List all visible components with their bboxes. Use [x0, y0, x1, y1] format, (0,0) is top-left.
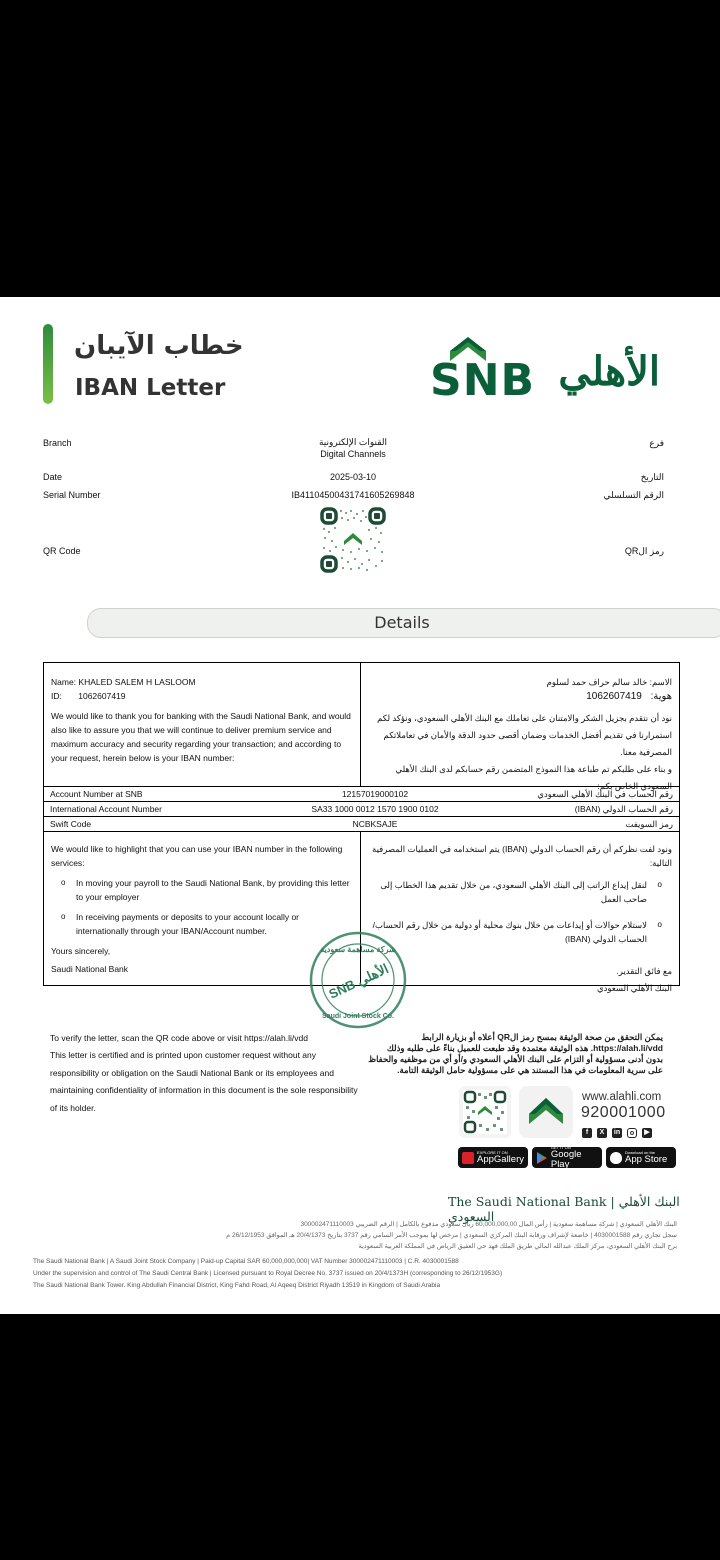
branch-value-en: Digital Channels [320, 449, 386, 459]
alahli-app-icon[interactable] [519, 1086, 573, 1138]
iban-row [44, 802, 679, 817]
website-link[interactable]: www.alahli.com [582, 1091, 662, 1103]
google-play-icon [536, 1152, 548, 1164]
intro-row [44, 663, 679, 791]
snb-logo [430, 337, 670, 406]
badge-label: AppGallery [477, 1153, 524, 1165]
services-intro-en: We would like to highlight that you can use your IBAN number in the following services: [51, 844, 343, 869]
swift-label: Swift Code [50, 819, 92, 829]
badge-small: EXPLORE IT ON [477, 1149, 508, 1155]
serial-value: IB411045004317416052​69848 [291, 490, 415, 500]
swift-value[interactable]: NCBKSAJE [352, 819, 398, 829]
service-item-ar: o لاستلام حوالات أو إيداعات من خلال بنوك محلية أو دولية من خلال رقم الحساب/الحساب الدولي (IBAN) [368, 918, 662, 946]
badge-small: GET IT ON [550, 1145, 571, 1150]
intro-ar-text-2: و بناء على طلبكم تم طباعة هذا النموذج المتضمن رقم حسابكم لدى البنك الأهلي السعودي الخاص بكم: [395, 763, 672, 791]
app-store-badge[interactable] [606, 1147, 676, 1168]
customer-id-en [51, 689, 353, 703]
badge-small: Download on the [625, 1149, 656, 1155]
service-item: o In receiving payments or deposits to your account locally or internationally through your IBAN/Account number. [61, 910, 353, 938]
services-list-en [61, 876, 353, 938]
app-store-badges [458, 1147, 676, 1168]
swift-row [44, 817, 679, 832]
date-label-ar: التاريخ [640, 472, 664, 482]
stamp-top-text: شركة مساهمة سعودية [320, 945, 396, 954]
customer-name-ar: الاسم: خالد سالم حراف حمد لسلوم [546, 677, 672, 687]
social-links [582, 1128, 652, 1138]
logo-arabic-text: الأهلي [558, 350, 660, 394]
id-label-ar: هوية: [650, 691, 672, 703]
footer-arabic [140, 1219, 677, 1252]
iban-value[interactable]: SA33 1000 0012 1570 1900 0102 [311, 804, 439, 814]
verify-en [50, 1030, 360, 1117]
accent-bar [43, 324, 53, 404]
footer-ar-line: برج البنك الأهلي السعودي، مركز الملك عبدالله المالي طريق الملك فهد حي العقيق الرياض في المملكة العربية السعودية [358, 1243, 677, 1251]
footer-ar-line: سجل تجاري رقم 4030001588 | خاضعة لإشراف ورقابة البنك المركزي السعودي | مرخص لها بموجب الأمر السامي رقم 3737 بتاريخ 20/4/1373 هـ الموافق 26/12/1953 م [226, 1232, 677, 1240]
closing-en: Yours sincerely, [51, 946, 111, 957]
branch-label: Branch [43, 438, 72, 448]
facebook-icon[interactable]: f [582, 1128, 592, 1138]
footer-en-line: The Saudi National Bank | A Saudi Joint Stock Company | Paid-up Capital SAR 60,000,000,000| VAT Number 300002471110003 | C.R. 4030001588 [33, 1258, 459, 1265]
stamp-bottom-text: Saudi Joint Stock Co. [322, 1013, 394, 1020]
title-english: IBAN Letter [75, 375, 226, 401]
date-label: Date [43, 472, 63, 482]
x-icon[interactable]: X [597, 1128, 607, 1138]
disclaimer-en: This letter is certified and is printed upon customer request without any responsibility or obligation on the Saudi National Bank or its employees and maintaining confidentiality of information in this document is the sole responsibility of its holder. [50, 1050, 358, 1113]
intro-ar-text-1: نود أن نتقدم بجزيل الشكر والامتنان على تعاملك مع البنك الأهلي السعودي، ونؤكد لكم استمرارنا في تقديم أفضل الخدمات وضمان أقصى حدود الدقة والأمان في تعاملاتكم المصرفية معنا. [377, 712, 672, 757]
branch-value-ar: القنوات الإلكترونية [318, 437, 388, 447]
signature-en: Saudi National Bank [51, 964, 129, 975]
huawei-icon [462, 1152, 474, 1164]
bank-name-footer: The Saudi National Bank | البنك الأهلي السعودي [448, 1194, 680, 1224]
customer-name-en: Name: KHALED SALEM H LASLOOM [51, 677, 196, 687]
id-value: 1062607419 [78, 691, 126, 702]
intro-en-text: We would like to thank you for banking with the Saudi National Bank, and would also like to assure you that we will continue to deliver premium service and maximum accuracy and security regarding your transaction; and according to your request, herein below is your IBAN number: [51, 711, 351, 764]
qr-code[interactable] [320, 507, 386, 573]
qr-label-ar: رمز الQR [624, 546, 664, 556]
footer-english [33, 1256, 683, 1292]
verify-ar: يمكن التحقق من صحة الوثيقة بمسح رمز الQR أعلاه أو بزيارة الرابط https://alah.li/vdd. هذه الوثيقة معتمدة وقد طبعت للعميل بناءً على طلبه وذلك بدون أدنى مسؤولية أو التزام على البنك الأهلي السعودي و/أو أي من موظفيه والحفاظ على سرية المعلومات في هذا المستند هي على مسؤولية حامل الوثيقة التامة. [368, 1032, 663, 1076]
phone-number[interactable]: 920001000 [581, 1104, 666, 1121]
iban-label-ar: رقم الحساب الدولي (IBAN) [574, 803, 673, 814]
service-item-ar: o لنقل إيداع الراتب إلى البنك الأهلي السعودي، من خلال تقديم هذا الخطاب إلى صاحب العمل [368, 878, 662, 906]
badge-label: Google Play [550, 1149, 582, 1170]
account-row [44, 787, 679, 802]
youtube-icon[interactable]: ▶ [642, 1128, 652, 1138]
iban-label: International Account Number [50, 804, 162, 814]
intro-en-cell [44, 663, 361, 786]
serial-label-ar: الرقم التسلسلي [603, 490, 664, 500]
account-number-label-ar: رقم الحساب في البنك الأهلي السعودي [537, 788, 673, 799]
apple-icon [610, 1152, 622, 1164]
footer-en-line: The Saudi National Bank Tower. King Abdullah Financial District, King Fahd Road, Al Aqeeq District Riyadh 13519 in Kingdom of Saudi Arabia [33, 1282, 441, 1290]
services-ar-cell [361, 832, 679, 994]
title-arabic: خطاب الآيبان [74, 331, 244, 361]
swift-label-ar: رمز السويفت [625, 818, 673, 829]
app-qr-code[interactable] [459, 1086, 511, 1138]
services-list-ar [368, 878, 662, 946]
id-value-ar: 1062607419 [586, 691, 642, 703]
services-intro-ar: ونود لفت نظركم أن رقم الحساب الدولي (IBAN) يتم استخدامه في العمليات المصرفية التالية: [372, 844, 672, 869]
bank-stamp [308, 930, 408, 1030]
footer-ar-line: البنك الأهلي السعودي | شركة مساهمة سعودية | رأس المال 60,000,000,00 ريال سعودي مدفوع بالكامل | الرقم الضريبي 300002471110003 [300, 1221, 677, 1228]
instagram-icon[interactable]: o [627, 1128, 637, 1138]
customer-id-ar [368, 689, 672, 706]
branch-label-ar: فرع [649, 438, 664, 448]
logo-snb-text: SNB [430, 355, 536, 406]
qr-label: QR Code [43, 546, 81, 556]
linkedin-icon[interactable]: in [613, 1129, 621, 1136]
verify-en-line: To verify the letter, scan the QR code above or visit https://alah.li/vdd [50, 1033, 308, 1043]
iban-letter-page [0, 297, 720, 1314]
serial-label: Serial Number [43, 490, 101, 500]
account-number-label: Account Number at SNB [50, 789, 143, 799]
google-play-badge[interactable] [532, 1147, 602, 1168]
intro-ar-cell [361, 663, 679, 791]
badge-label: App Store [625, 1153, 668, 1165]
signature-ar: البنك الأهلي السعودي [596, 983, 672, 994]
service-item: o In moving your payroll to the Saudi National Bank, by providing this letter to your employer [61, 876, 353, 904]
account-number-value[interactable]: 12157019000102 [341, 789, 409, 799]
details-section-header: Details [87, 608, 720, 638]
date-value: 2025-03-10 [329, 472, 377, 482]
appgallery-badge[interactable] [458, 1147, 528, 1168]
stamp-center-text: SNB الأهلي [326, 961, 391, 1002]
closing-ar: مع فائق التقدير. [616, 966, 672, 977]
footer-en-line: Under the supervision and control of The Saudi Central Bank | Licensed pursuant to Royal Decree No. 3737 issued on 20/4/1373H (corresponding to 26/12/1953G) [33, 1270, 503, 1278]
id-label: ID: [51, 691, 62, 702]
